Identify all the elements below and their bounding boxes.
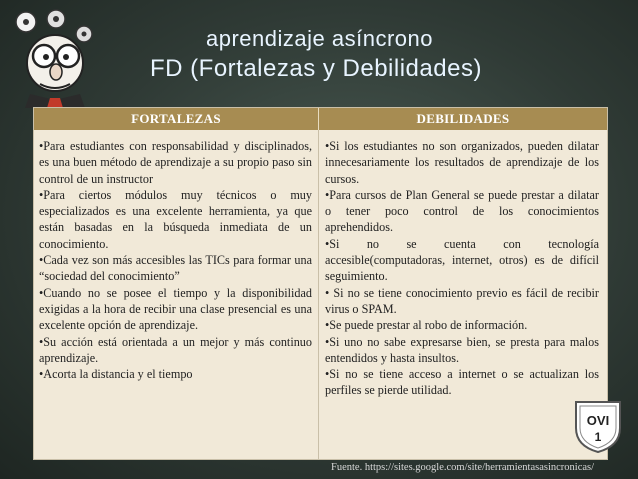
source-link[interactable]: Fuente. https://sites.google.com/site/herramientasasincronicas/ [331, 462, 595, 473]
fortaleza-item: •Cada vez son más accesibles las TICs para formar una “sociedad del conocimiento” [39, 253, 312, 284]
table-header [34, 108, 607, 130]
slide-subtitle: FD (Fortalezas y Debilidades) [150, 55, 482, 82]
fortalezas-column [34, 130, 319, 459]
badge-text-top: OVI [586, 413, 610, 428]
debilidad-item: •Si los estudiantes no son organizados, pueden dilatar innecesariamente los resultados de aprendizaje de los cursos. [325, 139, 599, 186]
header-debilidades: DEBILIDADES [416, 111, 510, 126]
fortaleza-item: •Su acción está orientada a un mejor y más continuo aprendizaje. [39, 334, 312, 365]
debilidad-item: • Si no se tiene conocimiento previo es fácil de recibir virus o SPAM. [325, 285, 599, 316]
badge-text-bottom: 1 [594, 430, 602, 444]
fortaleza-item: •Para estudiantes con responsabilidad y disciplinados, es una buen método de aprendizaje a su propio paso sin control de un instructor [39, 139, 312, 186]
debilidades-column [319, 130, 610, 459]
fortaleza-item: •Para ciertos módulos muy técnicos o muy especializados es una excelente herramienta, ya que están basadas en la búsqueda inmediata de un conocimiento. [39, 187, 312, 251]
debilidad-item: •Para cursos de Plan General se puede prestar a dilatar o tener poco control de los conocimientos aprehendidos. [325, 187, 599, 235]
fortaleza-item: •Cuando no se posee el tiempo y la disponibilidad exigidas a la hora de recibir una clase presencial es una excelente opción de aprendizaje. [39, 285, 312, 333]
debilidad-item: •Si no se cuenta con tecnología accesible(computadoras, internet, otros) es de difícil seguimiento. [325, 236, 599, 284]
debilidad-item: •Si uno no sabe expresarse bien, se presta para malos entendidos y hasta insultos. [325, 334, 599, 365]
debilidad-item: •Si no se tiene acceso a internet o se actualizan los perfiles se pierde utilidad. [325, 367, 599, 398]
debilidad-item: •Se puede prestar al robo de información. [325, 318, 528, 333]
fd-table [33, 107, 608, 460]
header-fortalezas: FORTALEZAS [34, 108, 319, 130]
fortaleza-item: •Acorta la distancia y el tiempo [39, 367, 193, 382]
slide-title: aprendizaje asíncrono [206, 26, 433, 51]
professor-mascot-icon [10, 8, 105, 108]
ovi-badge-icon [572, 398, 624, 454]
